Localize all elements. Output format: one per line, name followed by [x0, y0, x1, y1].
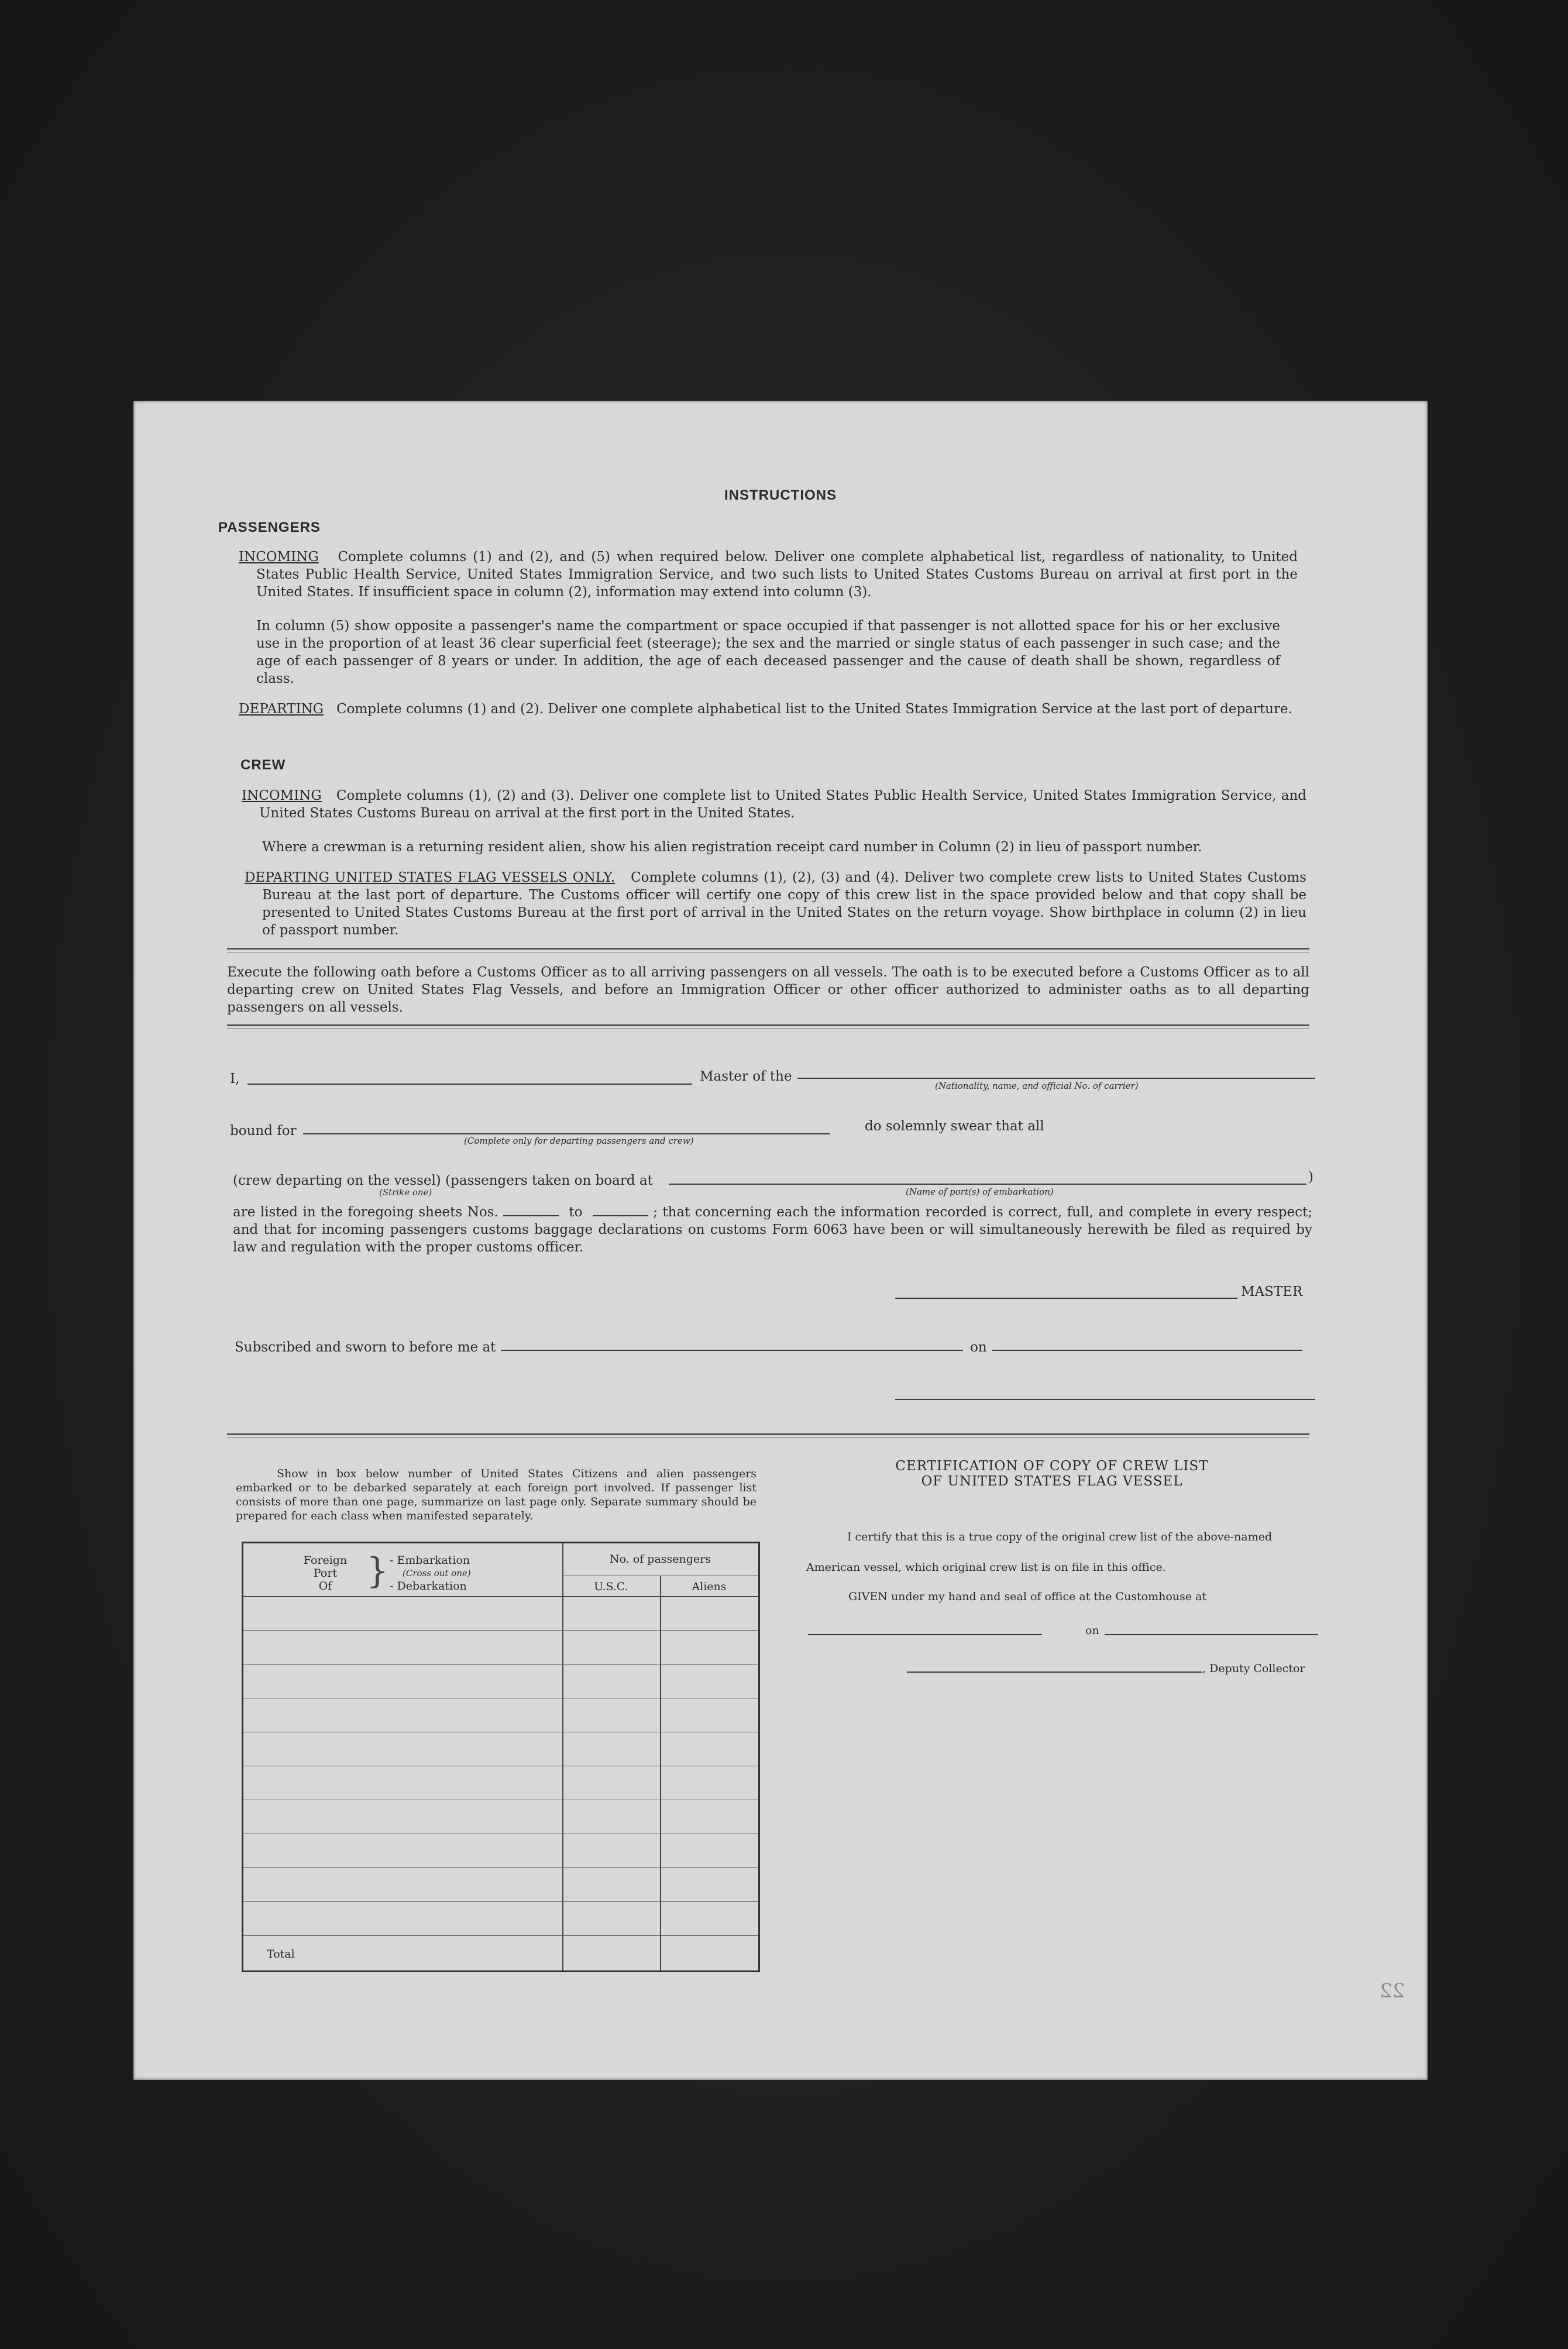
certification-on-label: on [1085, 1624, 1099, 1637]
carrier-hint: (Nationality, name, and official No. of carrier) [935, 1081, 1139, 1091]
divider-rule [227, 1024, 1309, 1026]
table-row[interactable] [243, 1935, 758, 1936]
close-paren: ) [1308, 1170, 1313, 1185]
crew-passengers-text: (crew departing on the vessel) (passengers taken on board at [233, 1173, 653, 1188]
crew-incoming-label: INCOMING [242, 788, 322, 803]
bound-for-label: bound for [230, 1123, 297, 1139]
subscribed-on-label: on [970, 1340, 987, 1355]
master-signature-field[interactable] [895, 1298, 1237, 1299]
certification-date-field[interactable] [1105, 1634, 1318, 1635]
oath-i-label: I, [230, 1071, 240, 1086]
sheet-from-field[interactable] [503, 1215, 559, 1216]
customhouse-field[interactable] [808, 1634, 1042, 1635]
sheet-to-field[interactable] [593, 1215, 648, 1216]
certify-text: I certify that this is a true copy of the original crew list of the above-named [847, 1531, 1273, 1543]
summary-instructions: Show in box below number of United States Citizens and alien passengers embarked or to be debarked separately at each foreign port involved. If passenger list consists of more than one page, summarize on last page only. Separate summary should be prepared for each class when manifested separately. [236, 1467, 757, 1522]
aliens-header: Aliens [692, 1580, 727, 1593]
embarkation-label: - Embarkation [390, 1554, 470, 1567]
crew-incoming-paragraph [242, 787, 1306, 822]
crew-departing-label: DEPARTING UNITED STATES FLAG VESSELS ONLY. [245, 870, 615, 885]
subscribed-label: Subscribed and sworn to before me at [235, 1340, 496, 1355]
listed-text: are listed in the foregoing sheets Nos. [233, 1205, 498, 1220]
master-name-field[interactable] [247, 1084, 692, 1085]
divider-rule [227, 948, 1309, 950]
certification-title [789, 1459, 1315, 1489]
passenger-summary-table [242, 1542, 760, 1972]
deputy-collector-signature-field[interactable] [907, 1672, 1202, 1673]
crew-resident-paragraph: Where a crewman is a returning resident alien, show his alien registration receipt card number in Column (2) in lieu of passport number. [262, 840, 1202, 855]
subscribed-place-field[interactable] [501, 1350, 963, 1351]
of-text: Of [318, 1580, 332, 1593]
oath-instructions: Execute the following oath before a Customs Officer as to all arriving passengers on all vessels. The oath is to be executed before a Customs Officer as to all departing crew on United States Flag Vessels, and before an Immigration Officer or other officer authorized to administer oaths as to all departing passengers on all vessels. [227, 965, 1309, 1015]
cross-out-hint: (Cross out one) [403, 1568, 471, 1578]
crew-departing-text: Complete columns (1), (2), (3) and (4). Deliver two complete crew lists to United States Customs Bureau at the last port of departure. The Customs officer will certify one copy of this crew list in the space provided below and that copy shall be presented to United States Customs Bureau at the first port of arrival in the United States on the return voyage. Show birthplace in column (2) in lieu of passport number. [262, 870, 1306, 938]
total-label: Total [267, 1948, 295, 1961]
bound-for-hint: (Complete only for departing passengers and crew) [464, 1136, 694, 1146]
no-passengers-header: No. of passengers [609, 1553, 711, 1566]
divider-rule [227, 1433, 1309, 1435]
divider-rule [227, 1437, 1309, 1438]
embarkation-options [390, 1554, 471, 1593]
master-of-label: Master of the [700, 1069, 792, 1084]
table-column-divider [660, 1576, 661, 1970]
passengers-column5-paragraph: In column (5) show opposite a passenger's name the compartment or space occupied if that passenger is not allotted space for his or her exclusive use in the proportion of at least 36 clear superficial feet (steerage); the sex and the married or single status of each passenger in such case; and the age of each passenger of 8 years or under. In addition, the age of each deceased passenger and the cause of death shall be shown, regardless of class. [256, 618, 1280, 686]
table-row[interactable] [243, 1630, 758, 1631]
strike-one-hint: (Strike one) [379, 1187, 432, 1198]
bound-for-field[interactable] [303, 1133, 830, 1134]
to-label: to [569, 1205, 583, 1220]
solemnly-swear-text: do solemnly swear that all [865, 1119, 1044, 1134]
form-sheet [133, 401, 1428, 2080]
foreign-text: Foreign [303, 1554, 348, 1567]
passengers-incoming-label: INCOMING [239, 549, 319, 565]
oath-paragraph [233, 1203, 1312, 1256]
debarkation-label: - Debarkation [390, 1580, 467, 1593]
crew-heading: CREW [240, 757, 286, 773]
table-header-bottom [243, 1596, 758, 1597]
table-column-divider [562, 1543, 563, 1970]
given-text: GIVEN under my hand and seal of office at the Customhouse at [848, 1590, 1207, 1603]
usc-header: U.S.C. [594, 1580, 628, 1593]
passengers-departing-paragraph [239, 700, 1298, 718]
embarkation-port-field[interactable] [669, 1184, 1306, 1185]
passengers-incoming-text: Complete columns (1) and (2), and (5) when required below. Deliver one complete alphabetical list, regardless of nationality, to United States Public Health Service, United States Immigration Service, and two such lists to United States Customs Bureau on arrival at first port in the United States. If insufficient space in column (2), information may extend into column (3). [256, 549, 1298, 600]
subscribed-date-field[interactable] [992, 1350, 1302, 1351]
deputy-collector-label: , Deputy Collector [1202, 1662, 1305, 1675]
page-title: INSTRUCTIONS [724, 487, 837, 503]
passengers-departing-text: Complete columns (1) and (2). Deliver one complete alphabetical list to the United States Immigration Service at the last port of departure. [336, 701, 1292, 717]
brace-icon: } [366, 1550, 389, 1591]
master-label: MASTER [1241, 1284, 1303, 1299]
listed-rest: ; that concerning each the information recorded is correct, full, and complete in every respect; and that for incoming passengers customs baggage declarations on customs Form 6063 have been or will simultaneously herewith be filed as required by law and regulation with the proper customs officer. [233, 1205, 1312, 1255]
certification-title-line2: OF UNITED STATES FLAG VESSEL [921, 1474, 1183, 1489]
crew-incoming-text: Complete columns (1), (2) and (3). Deliver one complete list to United States Public Health Service, United States Immigration Service, and United States Customs Bureau on arrival at the first port in the United States. [259, 788, 1306, 821]
page-number: 22 [1380, 1979, 1405, 2003]
certification-title-line1: CERTIFICATION OF COPY OF CREW LIST [895, 1459, 1209, 1474]
port-hint: (Name of port(s) of embarkation) [906, 1186, 1054, 1197]
crew-departing-paragraph [245, 869, 1306, 939]
passengers-incoming-paragraph [239, 548, 1298, 601]
american-vessel-text: American vessel, which original crew list is on file in this office. [806, 1561, 1166, 1574]
passengers-heading: PASSENGERS [218, 520, 321, 535]
port-text: Port [313, 1567, 338, 1580]
carrier-field[interactable] [797, 1078, 1315, 1079]
passengers-departing-label: DEPARTING [239, 701, 324, 717]
foreign-port-of-label [293, 1554, 357, 1593]
table-row[interactable] [243, 1901, 758, 1902]
table-row[interactable] [243, 1867, 758, 1868]
officer-signature-field[interactable] [895, 1399, 1315, 1400]
